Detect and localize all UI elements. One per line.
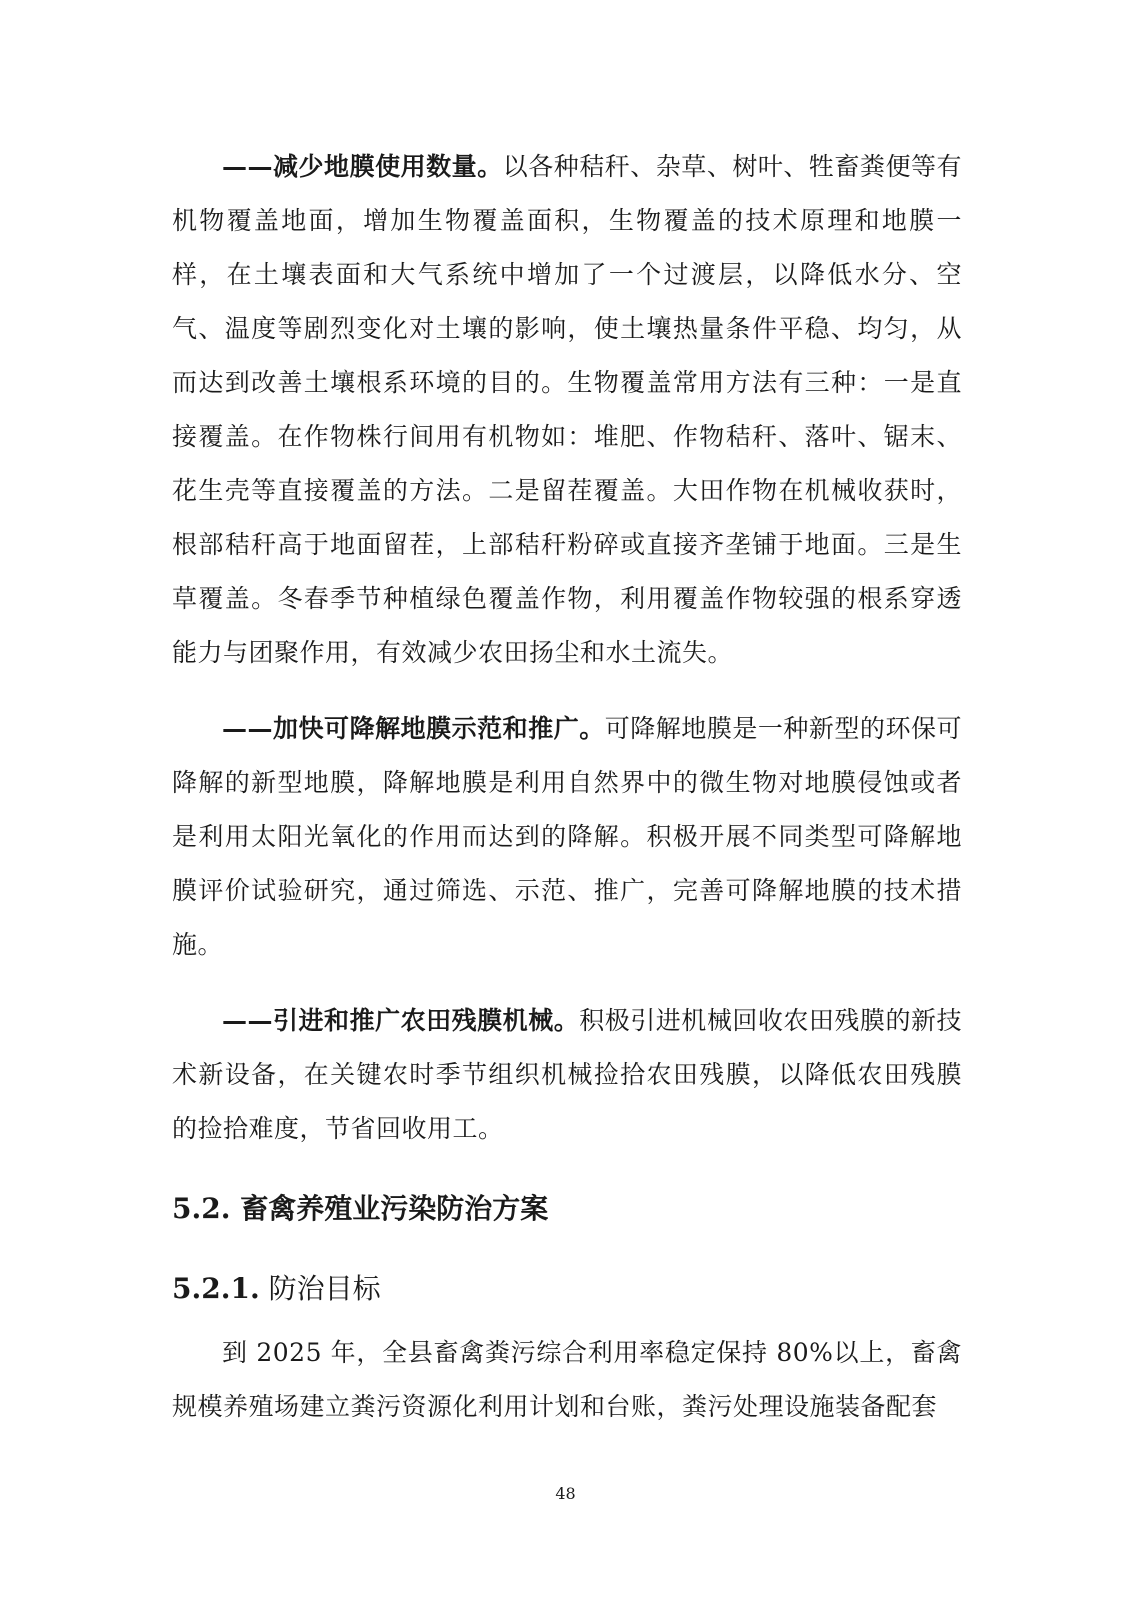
section-heading: [172, 1184, 962, 1234]
page-number: 48: [555, 1484, 576, 1503]
section-title: 畜禽养殖业污染防治方案: [240, 1192, 549, 1225]
paragraph-lead: ——引进和推广农田残膜机械。: [222, 1006, 580, 1035]
paragraph-text: 积极引进机械回收农田残膜的新技术新设备，在关键农时季节组织机械捡拾农田残膜，以降低农田残膜的捡拾难度，节省回收用工。: [172, 1006, 962, 1143]
paragraph-film-machinery: [172, 994, 962, 1156]
paragraph-target: 到 2025 年，全县畜禽粪污综合利用率稳定保持 80%以上，畜禽规模养殖场建立粪污资源化利用计划和台账，粪污处理设施装备配套: [172, 1338, 962, 1421]
subsection-number: 5.2.1.: [172, 1272, 260, 1305]
subsection-title: 防治目标: [268, 1272, 381, 1305]
paragraph-text: 可降解地膜是一种新型的环保可降解的新型地膜，降解地膜是利用自然界中的微生物对地膜侵蚀或者是利用太阳光氧化的作用而达到的降解。积极开展不同类型可降解地膜评价试验研究，通过筛选、示范、推广，完善可降解地膜的技术措施。: [172, 714, 962, 959]
paragraph-reduce-film: [172, 140, 962, 680]
document-body: [172, 140, 962, 1434]
section-number: 5.2.: [172, 1192, 231, 1225]
paragraph-degradable-film: [172, 702, 962, 972]
paragraph-lead: ——加快可降解地膜示范和推广。: [222, 714, 605, 743]
paragraph-lead: ——减少地膜使用数量。: [222, 152, 503, 181]
subsection-heading: [172, 1264, 962, 1314]
paragraph-text: 以各种秸秆、杂草、树叶、牲畜粪便等有机物覆盖地面，增加生物覆盖面积，生物覆盖的技术原理和地膜一样，在土壤表面和大气系统中增加了一个过渡层，以降低水分、空气、温度等剧烈变化对土壤的影响，使土壤热量条件平稳、均匀，从而达到改善土壤根系环境的目的。生物覆盖常用方法有三种：一是直接覆盖。在作物株行间用有机物如：堆肥、作物秸秆、落叶、锯末、花生壳等直接覆盖的方法。二是留茬覆盖。大田作物在机械收获时，根部秸秆高于地面留茬，上部秸秆粉碎或直接齐垄铺于地面。三是生草覆盖。冬春季节种植绿色覆盖作物，利用覆盖作物较强的根系穿透能力与团聚作用，有效减少农田扬尘和水土流失。: [172, 152, 962, 667]
